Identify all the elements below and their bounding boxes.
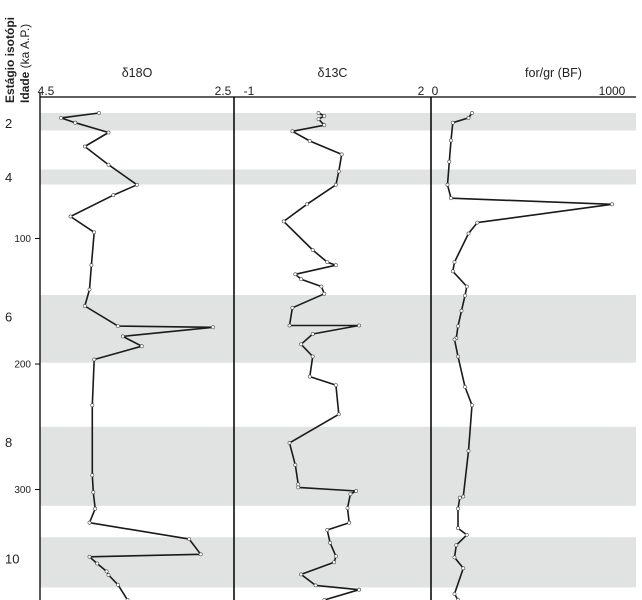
data-point [334,183,337,186]
data-point [305,203,308,206]
data-point [105,570,108,573]
data-point [467,449,470,452]
x-tick-label: -1 [243,84,255,98]
data-point [314,584,317,587]
x-tick-label: 2 [417,84,425,98]
glacial-band [40,537,636,587]
stage-label: 10 [5,551,20,567]
data-point [107,131,110,134]
data-point [453,592,456,595]
data-point [188,538,191,541]
data-point [456,527,459,530]
data-point [291,306,294,309]
data-point [91,404,94,407]
data-point [334,264,337,267]
data-point [116,583,119,586]
data-point [355,489,358,492]
data-point [116,325,119,328]
data-point [453,261,456,264]
data-point [83,304,86,307]
data-point [610,203,613,206]
glacial-band [40,427,636,506]
data-point [456,507,459,510]
data-point [311,248,314,251]
stage-label: 4 [5,170,13,186]
data-point [107,163,110,166]
data-point [93,358,96,361]
data-point [329,541,332,544]
data-point [470,404,473,407]
data-point [94,507,97,510]
data-point [294,273,297,276]
data-point [297,483,300,486]
data-point [337,170,340,173]
stage-label: 6 [5,309,13,325]
data-point [300,278,303,281]
data-point [456,355,459,358]
panel-title: δ13C [317,66,348,80]
data-point [451,121,454,124]
data-point [334,384,337,387]
side-title-line2-rest: (ka A.P.) [18,23,32,72]
data-point [288,324,291,327]
data-point [334,555,337,558]
data-point [460,309,463,312]
data-point [323,114,326,117]
data-point [348,521,351,524]
y-tick-label: 100 [14,234,31,246]
data-point [340,153,343,156]
data-point [449,197,452,200]
data-point [446,183,449,186]
data-point [107,573,110,576]
data-point [467,232,470,235]
data-point [90,264,93,267]
data-point [300,573,303,576]
x-tick-label: 4.5 [37,84,55,98]
data-point [59,116,62,119]
data-point [451,270,454,273]
data-point [199,553,202,556]
data-point [458,496,461,499]
panel-title: for/gr (BF) [525,66,582,80]
data-point [112,194,115,197]
data-point [465,285,468,288]
data-point [135,183,138,186]
data-point [88,555,91,558]
data-point [326,528,329,531]
glacial-band [40,113,636,131]
data-point [456,325,459,328]
data-point [92,491,95,494]
data-point [349,493,352,496]
data-point [88,288,91,291]
data-point [455,544,458,547]
chart-axes [5,93,40,600]
data-point [467,116,470,119]
data-point [462,495,465,498]
data-point [346,507,349,510]
data-point [83,145,86,148]
data-point [465,533,468,536]
data-point [358,588,361,591]
data-point [96,562,99,565]
stage-label: 2 [5,116,13,132]
y-tick-label: 300 [14,485,31,497]
data-point [308,139,311,142]
stage-label: 8 [5,434,13,450]
data-point [323,124,326,127]
data-point [320,285,323,288]
x-tick-label: 1000 [598,84,626,98]
data-point [337,413,340,416]
y-tick-label: 200 [14,359,31,371]
panel-title: δ18O [121,66,153,80]
data-point [358,324,361,327]
side-title-line1: Estágio isotópi [3,16,17,103]
data-point [294,463,297,466]
data-point [93,231,96,234]
data-point [463,385,466,388]
data-point [288,441,291,444]
data-point [74,121,77,124]
data-point [476,221,479,224]
x-tick-label: 2.5 [214,84,232,98]
data-point [300,343,303,346]
data-point [297,486,300,489]
data-point [463,294,466,297]
data-point [317,111,320,114]
data-point [311,332,314,335]
data-point [448,160,451,163]
data-point [291,130,294,133]
data-point [308,375,311,378]
data-point [453,338,456,341]
data-point [333,561,336,564]
data-point [453,556,456,559]
data-point [311,355,314,358]
data-point [323,292,326,295]
data-point [69,215,72,218]
data-point [97,111,100,114]
side-title-line2-bold: Idade [18,71,32,103]
data-point [317,118,320,121]
data-point [462,567,465,570]
data-point [470,111,473,114]
data-point [326,261,329,264]
data-point [88,521,91,524]
data-point [211,326,214,329]
x-tick-label: 0 [431,84,439,98]
data-point [282,220,285,223]
data-point [91,474,94,477]
data-point [140,345,143,348]
data-point [121,335,124,338]
data-point [449,139,452,142]
